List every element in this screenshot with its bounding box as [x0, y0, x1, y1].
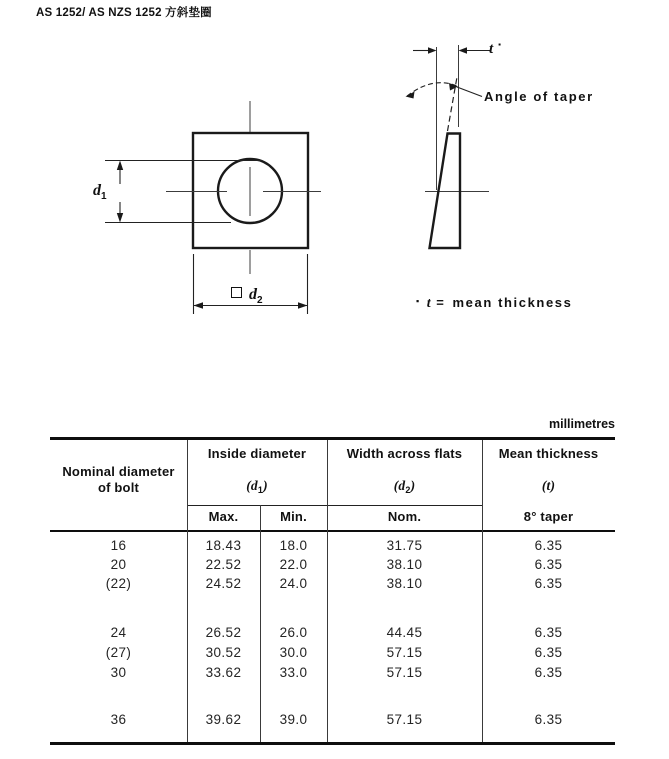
header-mean-thickness: Mean thickness: [498, 446, 599, 461]
dimension-table: [50, 437, 615, 745]
angle-leader-line: [457, 87, 482, 97]
cell-nom: 57.15: [386, 712, 423, 727]
cell-nominal: 36: [110, 712, 127, 727]
table-row: [50, 623, 615, 643]
cell-thickness: 6.35: [534, 712, 563, 727]
table-row: [50, 555, 615, 574]
row-group-gap: [50, 593, 615, 623]
cell-min: 30.0: [279, 645, 308, 660]
cell-nominal: 20: [110, 557, 127, 572]
table-row: [50, 663, 615, 683]
cell-nom: 57.15: [386, 645, 423, 660]
cell-nom: 38.10: [386, 576, 423, 591]
cell-nominal: 16: [110, 538, 127, 553]
table-body: [50, 532, 615, 730]
cell-thickness: 6.35: [534, 625, 563, 640]
table-bottom-rule: [50, 742, 615, 745]
header-max: Max.: [208, 509, 239, 524]
cell-min: 39.0: [279, 712, 308, 727]
d1-subscript: 1: [101, 191, 107, 202]
t-symbol: t: [426, 296, 433, 311]
cell-nominal: (22): [105, 576, 132, 591]
cell-max: 18.43: [205, 538, 242, 553]
header-mid-rule: [187, 505, 482, 506]
footnote-mark: ▪: [416, 296, 421, 306]
table-row: [50, 643, 615, 663]
t-symbol: t: [489, 41, 494, 57]
washer-section-outline: [430, 134, 461, 249]
header-line: of bolt: [97, 480, 140, 495]
cell-min: 33.0: [279, 665, 308, 680]
paren: ): [550, 478, 556, 493]
extension-lines: [425, 45, 489, 192]
table-row: [50, 574, 615, 593]
cell-thickness: 6.35: [534, 665, 563, 680]
cell-max: 39.62: [205, 712, 242, 727]
cell-nominal: (27): [105, 645, 132, 660]
d2-symbol: d: [249, 286, 257, 303]
header-taper: 8° taper: [523, 509, 574, 524]
header-width-across-flats: Width across flats: [346, 446, 463, 461]
header-thickness-symbol: [482, 478, 615, 494]
paren: (: [246, 478, 251, 493]
paren: ): [410, 478, 416, 493]
cell-min: 26.0: [279, 625, 308, 640]
d-symbol: d: [398, 478, 406, 493]
cell-nominal: 30: [110, 665, 127, 680]
cell-max: 22.52: [205, 557, 242, 572]
d1-arrows: [117, 161, 123, 223]
cell-min: 18.0: [279, 538, 308, 553]
cell-min: 24.0: [279, 576, 308, 591]
header-nom: Nom.: [387, 509, 422, 524]
d1-dimension-label: [93, 182, 107, 200]
header-width-symbol: [327, 478, 482, 494]
t-symbol: t: [546, 478, 551, 493]
d-symbol: d: [250, 478, 258, 493]
side-view: [406, 45, 491, 248]
cell-thickness: 6.35: [534, 576, 563, 591]
header-inside-symbol: [187, 478, 327, 494]
paren: (: [393, 478, 399, 493]
d2-dimension-label: [231, 286, 263, 304]
front-view: [105, 101, 321, 314]
angle-of-taper-label: Angle of taper: [484, 89, 594, 104]
d2-subscript: 2: [257, 295, 263, 306]
paren: (: [541, 478, 547, 493]
header-inside-diameter: Inside diameter: [207, 446, 307, 461]
t-arrows: [428, 47, 467, 53]
header-line: Nominal diameter: [62, 464, 175, 479]
cell-nom: 31.75: [386, 538, 423, 553]
footnote-mark: ▪: [498, 40, 502, 49]
mean-thickness-note: [416, 295, 572, 312]
cell-thickness: 6.35: [534, 538, 563, 553]
header-nominal-diameter: [50, 464, 187, 496]
cell-nom: 38.10: [386, 557, 423, 572]
cell-nom: 57.15: [386, 665, 423, 680]
document-title: AS 1252/ AS NZS 1252 方斜垫圈: [36, 7, 212, 19]
row-group-gap: [50, 683, 615, 710]
cell-thickness: 6.35: [534, 645, 563, 660]
cell-max: 33.62: [205, 665, 242, 680]
cell-thickness: 6.35: [534, 557, 563, 572]
square-symbol: [231, 287, 242, 298]
equals-sign: =: [436, 295, 446, 310]
cell-nominal: 24: [110, 625, 127, 640]
subscript: 1: [257, 485, 264, 495]
cell-min: 22.0: [279, 557, 308, 572]
washer-technical-drawing: [0, 0, 669, 340]
cell-max: 30.52: [205, 645, 242, 660]
t-dimension-label: [489, 41, 501, 58]
cell-max: 24.52: [205, 576, 242, 591]
header-min: Min.: [280, 509, 307, 524]
cell-nom: 44.45: [386, 625, 423, 640]
cell-max: 26.52: [205, 625, 242, 640]
paren: ): [263, 478, 268, 493]
table-top-rule: [50, 437, 615, 440]
note-text: mean thickness: [452, 295, 573, 310]
units-label: millimetres: [548, 417, 615, 431]
table-row: [50, 536, 615, 555]
table-row: [50, 710, 615, 730]
d1-symbol: d: [93, 182, 101, 199]
subscript: 2: [405, 485, 411, 495]
angle-arc-arrows: [406, 83, 459, 99]
